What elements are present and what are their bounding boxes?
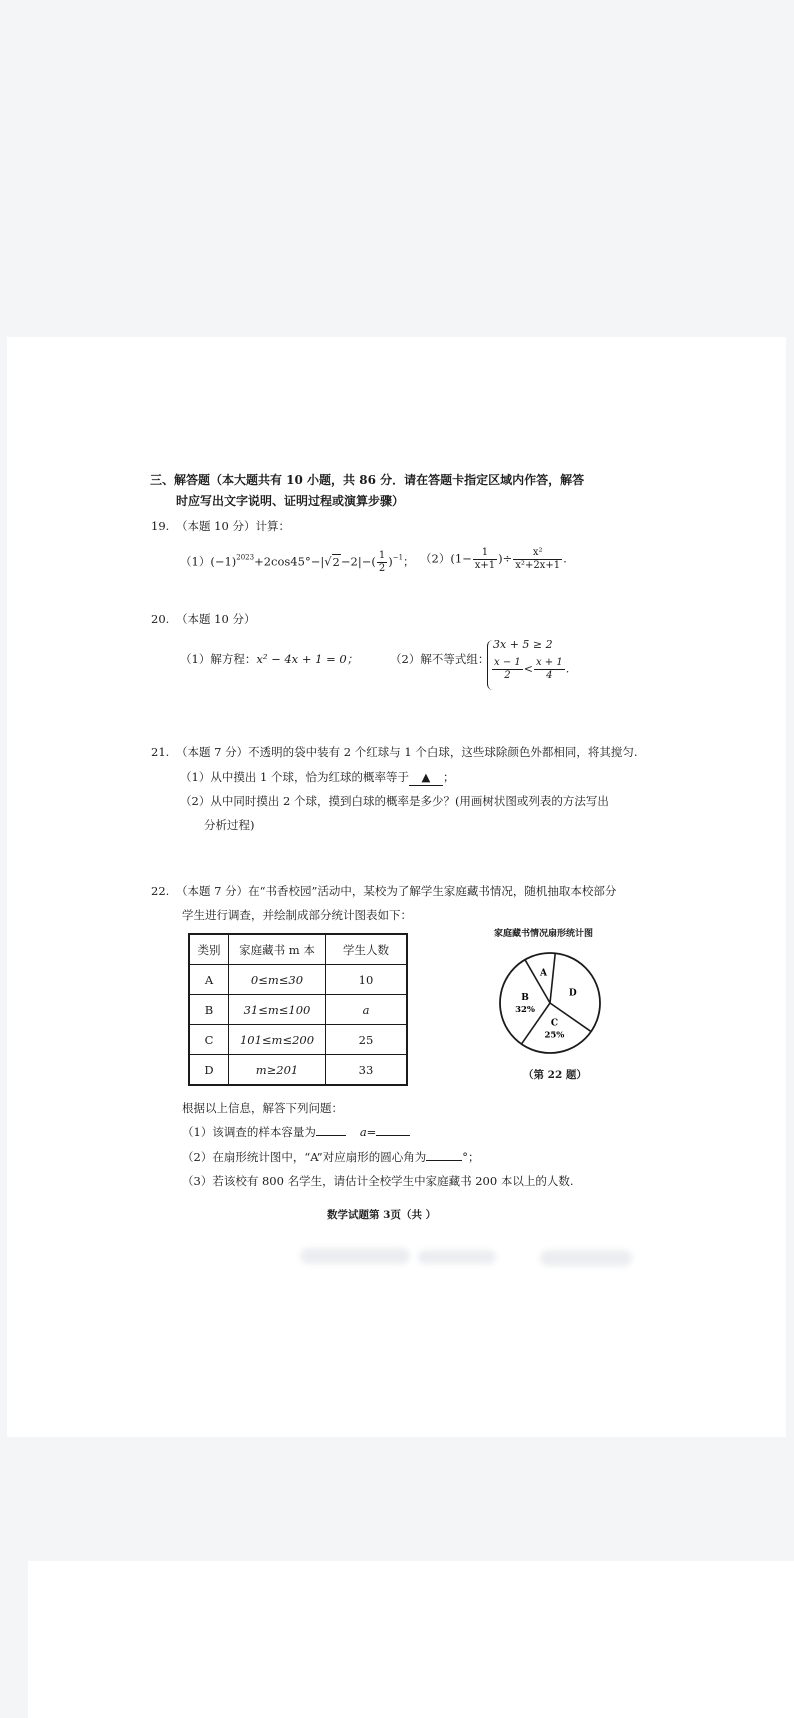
q21-answer-blank: ▲ bbox=[409, 771, 443, 786]
q21-part1 bbox=[180, 771, 454, 786]
table-cell: C bbox=[189, 1025, 229, 1055]
q19-part1-fraction bbox=[377, 550, 387, 575]
table-cell: D bbox=[189, 1055, 229, 1086]
q21-part2-line1: （2）从中同时摸出 2 个球，摸到白球的概率是多少？(用画树状图或列表的方法写出 bbox=[180, 794, 609, 808]
table-header: 类别 bbox=[189, 934, 229, 965]
q19-part1-label: （1） bbox=[180, 554, 211, 569]
ineq-right-fraction bbox=[534, 657, 565, 682]
q22-after-table: 根据以上信息，解答下列问题： bbox=[182, 1101, 343, 1115]
table-cell: 0≤m≤30 bbox=[229, 965, 326, 995]
q19-part1-expr-b: +2cos45°−| bbox=[254, 554, 325, 569]
ineq-end: . bbox=[565, 662, 570, 676]
q19-part1: $(1)(-1)^{2023}+2\cos 45^\circ-|√2-2|-$( $\frac{1}{2}$ )$^{-1}$； bbox=[180, 550, 415, 574]
table-cell: 101≤m≤200 bbox=[229, 1025, 326, 1055]
q19-part1-expr-c: −2|−( bbox=[340, 554, 376, 569]
q19-part2-end: . bbox=[563, 551, 567, 566]
frac-num: x − 1 bbox=[494, 657, 521, 668]
frac-den: 2 bbox=[378, 563, 386, 574]
q19-part2 bbox=[420, 547, 567, 572]
pie-slice-label-a: A bbox=[540, 968, 548, 979]
section-heading: 三、解答题（本大题共有 10 小题，共 86 分．请在答题卡指定区域内作答，解答 bbox=[150, 473, 585, 487]
q20-part2-label: （2）解不等式组： bbox=[390, 652, 490, 666]
table-cell: A bbox=[189, 965, 229, 995]
frac-den: x+1 bbox=[474, 560, 496, 571]
q19-part1-expr-a: (−1) bbox=[210, 554, 237, 569]
q20-part1 bbox=[180, 653, 358, 667]
frac-num: x + 1 bbox=[535, 657, 563, 668]
q19-part1-exp2: −1 bbox=[392, 553, 404, 562]
table-cell: m≥201 bbox=[229, 1055, 326, 1086]
pie-slice-label-c: C bbox=[550, 1018, 559, 1029]
q22-part1-a-label: a= bbox=[359, 1125, 377, 1139]
pie-slice-label-b: B bbox=[521, 992, 529, 1003]
q20-part1-label: （1）解方程： bbox=[180, 652, 257, 666]
q19-part1-end: ； bbox=[403, 554, 415, 569]
table-row bbox=[189, 1055, 407, 1086]
table-row bbox=[189, 995, 407, 1025]
table-row bbox=[189, 1025, 407, 1055]
q20-number: 20. bbox=[151, 612, 170, 626]
q19-part1-sqrt: 2 bbox=[332, 554, 340, 569]
q22-title-line1: （本题 7 分）在“书香校园”活动中，某校为了解学生家庭藏书情况，随机抽取本校部分 bbox=[176, 884, 617, 898]
a-value-blank bbox=[376, 1135, 410, 1136]
frac-num: 1 bbox=[378, 550, 386, 561]
q21-part1-end: ； bbox=[442, 770, 455, 784]
q20-title: （本题 10 分） bbox=[176, 612, 256, 626]
q19-part2-label: （2） bbox=[420, 551, 451, 566]
table-row bbox=[189, 965, 407, 995]
q22-part3: （3）若该校有 800 名学生，请估计全校学生中家庭藏书 200 本以上的人数. bbox=[182, 1174, 574, 1188]
q21-part2-line2: 分析过程) bbox=[204, 818, 255, 832]
sample-size-blank bbox=[316, 1135, 346, 1136]
pie-caption: （第 22 题） bbox=[523, 1069, 587, 1081]
table-header: 学生人数 bbox=[326, 934, 408, 965]
q20-inequality-1: 3x + 5 ≥ 2 bbox=[493, 638, 553, 651]
q19-part2-expr-a: (1− bbox=[450, 551, 472, 566]
q22-number: 22. bbox=[151, 884, 170, 898]
q22-part2 bbox=[182, 1151, 479, 1165]
pie-slice-percent-b: 32% bbox=[515, 1004, 535, 1015]
table-cell: 31≤m≤100 bbox=[229, 995, 326, 1025]
q19-part2-fraction2 bbox=[513, 547, 562, 572]
q22-part1 bbox=[182, 1126, 410, 1140]
table-cell: 33 bbox=[326, 1055, 408, 1086]
q21-part1-text: （1）从中摸出 1 个球，恰为红球的概率等于 bbox=[180, 770, 409, 784]
scan-smudge bbox=[300, 1248, 410, 1264]
q19-part2-fraction1 bbox=[473, 547, 497, 572]
q22-title-line2: 学生进行调查，并绘制成部分统计图表如下： bbox=[182, 908, 412, 922]
q19-number: 19. bbox=[151, 519, 170, 533]
frac-den: 2 bbox=[504, 670, 511, 681]
next-page-edge bbox=[28, 1561, 794, 1718]
q21-title: （本题 7 分）不透明的袋中装有 2 个红球与 1 个白球，这些球除颜色外都相同，将其搅匀. bbox=[176, 745, 638, 759]
table-cell: a bbox=[326, 995, 408, 1025]
frac-num: x² bbox=[513, 547, 562, 560]
q22-part2-end: °； bbox=[462, 1150, 480, 1164]
table-cell: 10 bbox=[326, 965, 408, 995]
q21-number: 21. bbox=[151, 745, 170, 759]
scan-smudge bbox=[418, 1250, 496, 1264]
q19-title: （本题 10 分）计算： bbox=[176, 519, 290, 533]
table-cell: 25 bbox=[326, 1025, 408, 1055]
page-footer: 数学试题第 3页（共 ） bbox=[327, 1209, 437, 1221]
q19-part1-exp: 2023 bbox=[236, 553, 255, 562]
q22-part1-text: （1）该调查的样本容量为 bbox=[182, 1125, 316, 1139]
scan-smudge bbox=[540, 1250, 632, 1266]
frac-num: 1 bbox=[473, 547, 497, 560]
frac-den: 4 bbox=[546, 670, 553, 681]
table-cell: B bbox=[189, 995, 229, 1025]
ineq-left-fraction bbox=[492, 657, 523, 682]
table-header-row bbox=[189, 934, 407, 965]
ineq-operator: < bbox=[523, 662, 533, 676]
q19-part1-expr-d: ) bbox=[388, 554, 393, 569]
pie-slice-label-d: D bbox=[568, 988, 577, 999]
q20-part1-equation: x² − 4x + 1 = 0； bbox=[256, 652, 359, 666]
statistics-table bbox=[188, 933, 408, 1086]
q19-part2-expr-b: )÷ bbox=[498, 551, 513, 566]
q22-part2-text: （2）在扇形统计图中，“A”对应扇形的圆心角为 bbox=[182, 1150, 427, 1164]
pie-slice-percent-c: 25% bbox=[544, 1030, 565, 1041]
angle-blank bbox=[426, 1160, 462, 1161]
table-header: 家庭藏书 m 本 bbox=[229, 934, 326, 965]
pie-title: 家庭藏书情况扇形统计图 bbox=[494, 929, 594, 939]
section-heading-cont: 时应写出文字说明、证明过程或演算步骤） bbox=[176, 494, 405, 508]
pie-chart bbox=[490, 943, 610, 1063]
frac-den: x²+2x+1 bbox=[515, 560, 561, 571]
q20-inequality-2 bbox=[491, 657, 569, 682]
